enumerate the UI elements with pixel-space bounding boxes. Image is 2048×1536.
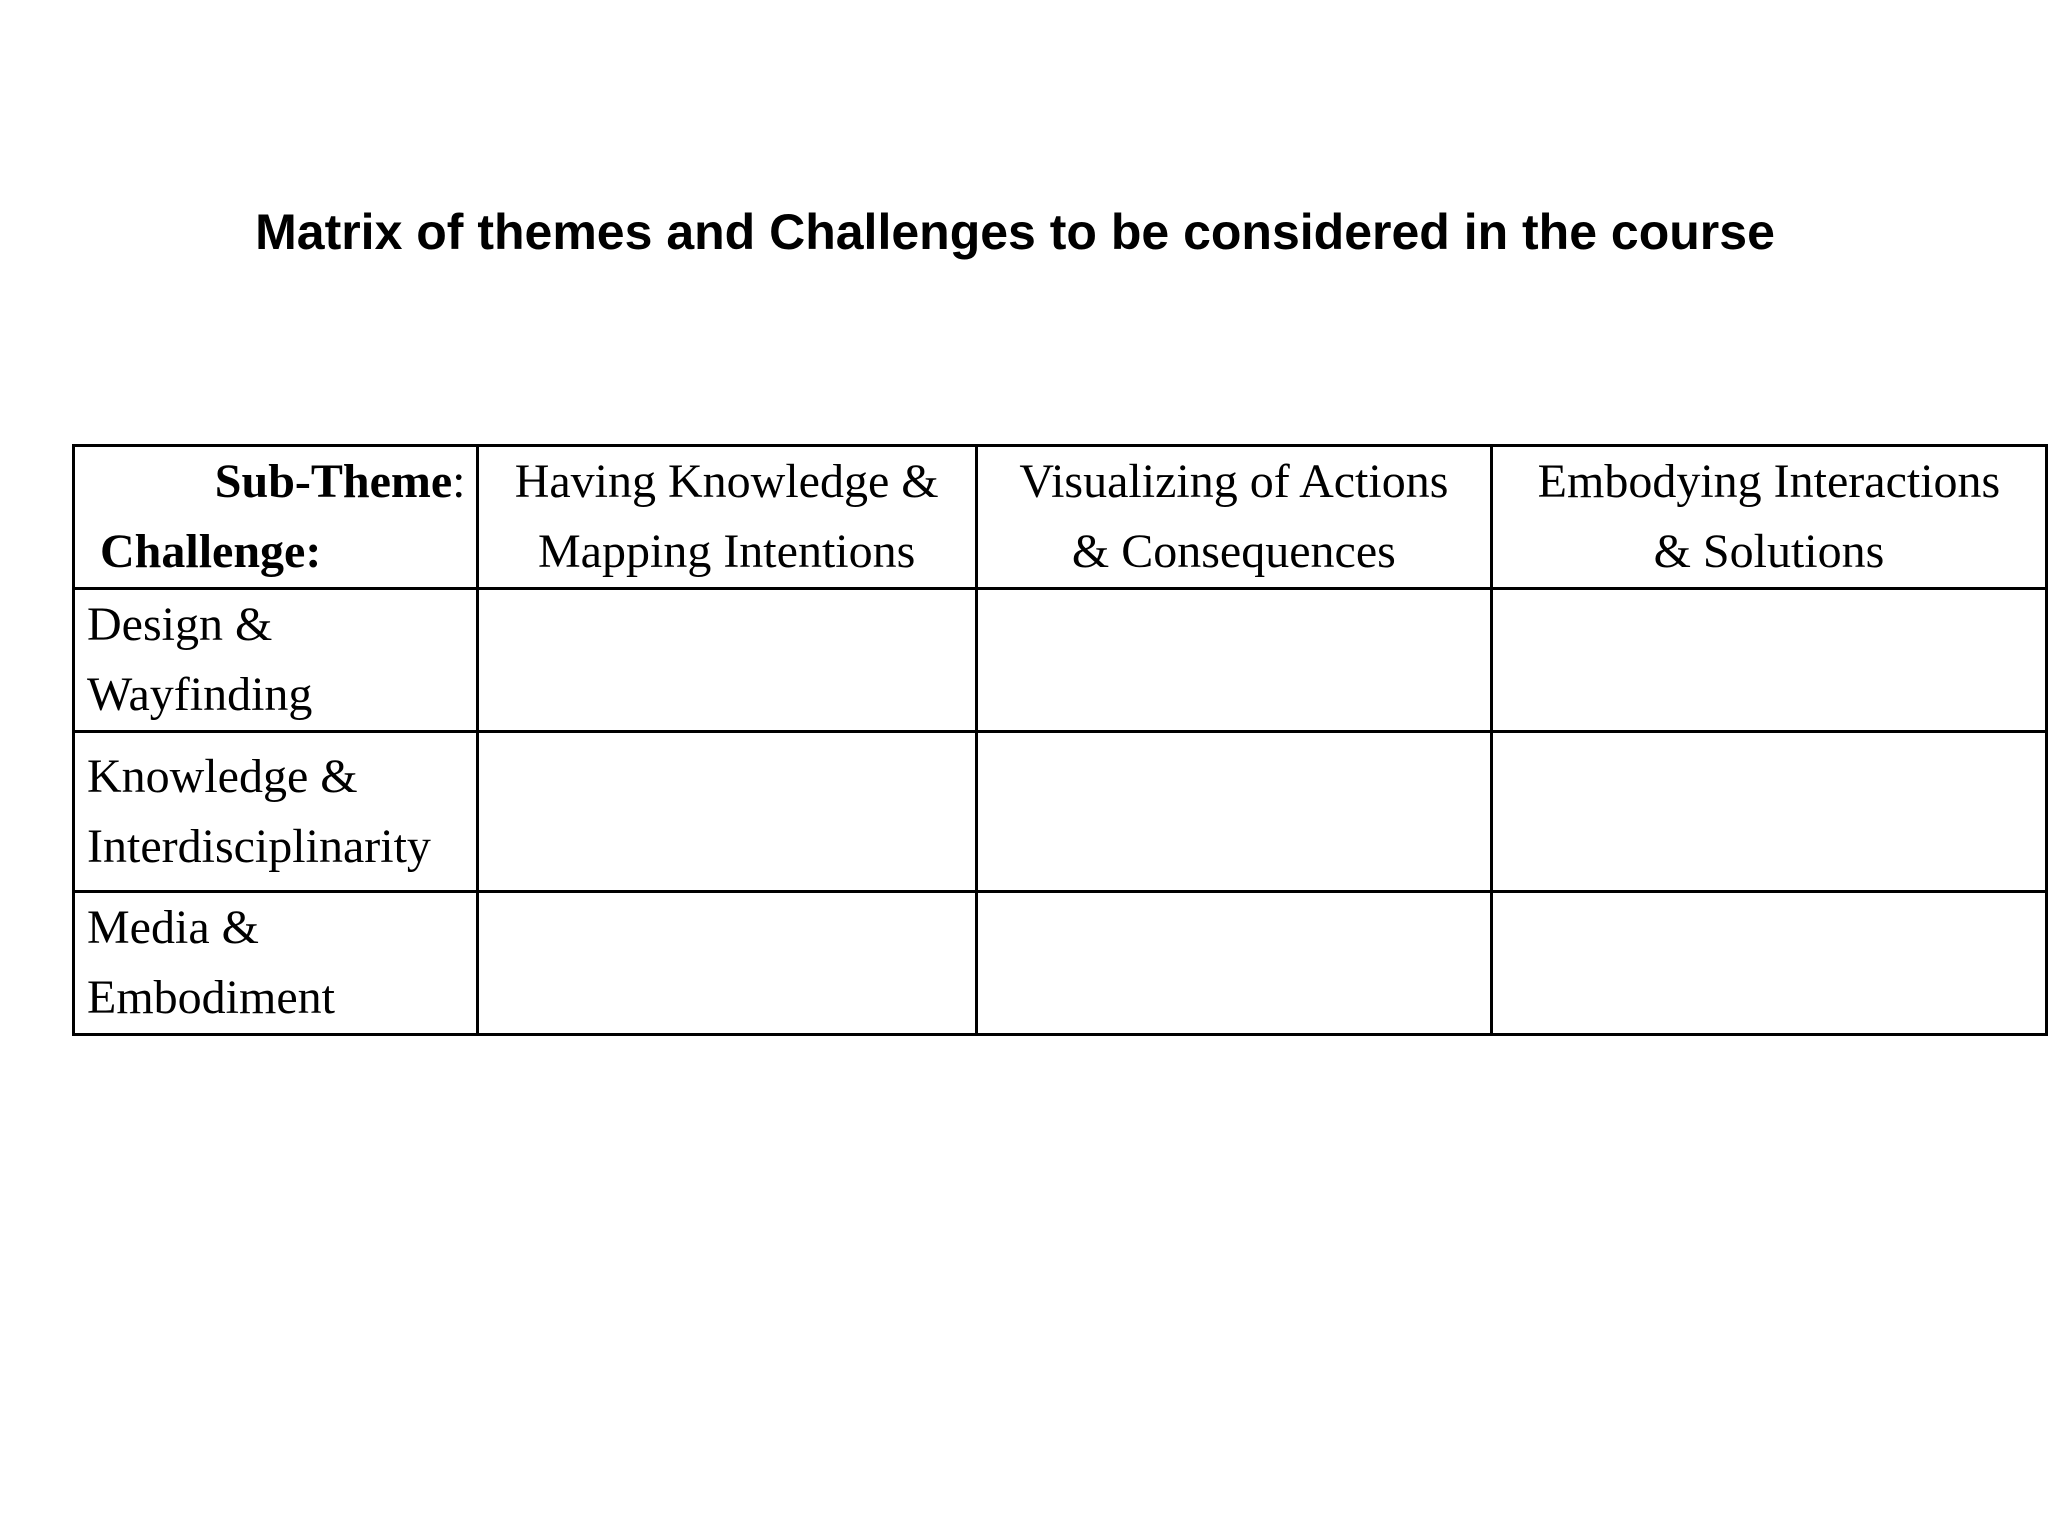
table-row-design-wayfinding bbox=[74, 589, 2047, 732]
matrix-cell bbox=[976, 589, 1491, 732]
row-label-line: Knowledge & bbox=[87, 749, 358, 803]
table-row-knowledge-interdisciplinarity bbox=[74, 732, 2047, 892]
column-header-line: & Solutions bbox=[1653, 525, 1885, 578]
column-header-line: & Consequences bbox=[1071, 525, 1396, 578]
column-header-line: Mapping Intentions bbox=[538, 525, 916, 578]
header-row bbox=[74, 446, 2047, 589]
column-header-having-knowledge bbox=[477, 446, 976, 589]
theme-challenge-matrix bbox=[72, 444, 2048, 1036]
row-label-design-wayfinding bbox=[74, 589, 478, 732]
row-label-line: Media & bbox=[87, 901, 259, 954]
challenge-label: Challenge: bbox=[100, 525, 322, 578]
column-header-line: Having Knowledge & bbox=[514, 455, 939, 508]
subtheme-label-line bbox=[85, 447, 466, 517]
matrix-cell bbox=[1491, 892, 2046, 1035]
column-header-line: Embodying Interactions bbox=[1537, 455, 2001, 508]
matrix-cell bbox=[477, 892, 976, 1035]
matrix-cell bbox=[477, 732, 976, 892]
corner-cell bbox=[74, 446, 478, 589]
matrix-cell bbox=[1491, 589, 2046, 732]
subtheme-colon: : bbox=[452, 455, 466, 508]
row-label-line: Interdisciplinarity bbox=[87, 819, 431, 873]
row-label-line: Design & bbox=[87, 598, 273, 651]
page-title: Matrix of themes and Challenges to be considered in the course bbox=[255, 204, 1775, 260]
matrix-cell bbox=[976, 892, 1491, 1035]
row-label-knowledge-interdisciplinarity bbox=[74, 732, 478, 892]
column-header-embodying bbox=[1491, 446, 2046, 589]
row-label-line: Embodiment bbox=[87, 971, 335, 1024]
row-label-line: Wayfinding bbox=[87, 668, 313, 721]
challenge-label-line bbox=[85, 517, 466, 587]
subtheme-label: Sub-Theme bbox=[214, 455, 453, 508]
column-header-visualizing bbox=[976, 446, 1491, 589]
table-row-media-embodiment bbox=[74, 892, 2047, 1035]
row-label-media-embodiment bbox=[74, 892, 478, 1035]
matrix-cell bbox=[976, 732, 1491, 892]
matrix-cell bbox=[1491, 732, 2046, 892]
matrix-cell bbox=[477, 589, 976, 732]
column-header-line: Visualizing of Actions bbox=[1019, 455, 1449, 508]
